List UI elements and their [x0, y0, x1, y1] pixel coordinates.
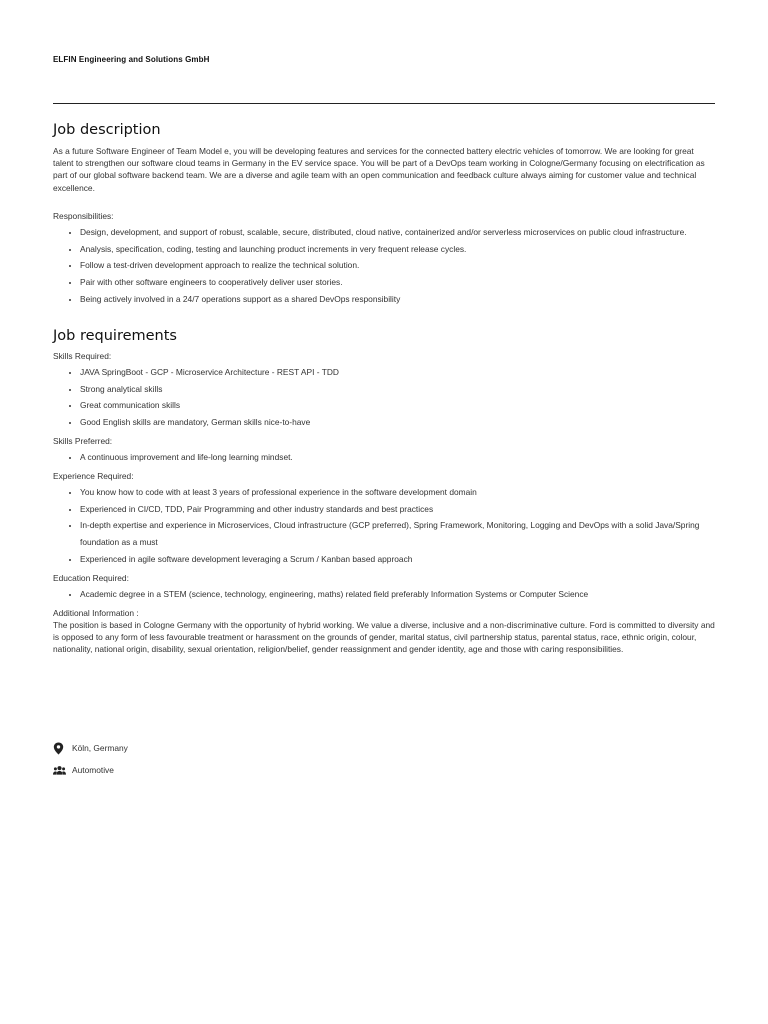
skills-preferred-label: Skills Preferred:	[53, 435, 113, 446]
list-item: • Design, development, and support of robust, scalable, secure, distributed, cloud native, containerized and/or serverless microservices on public cloud infrastructure.	[80, 224, 715, 241]
job-requirements-heading: Job requirements	[53, 327, 177, 344]
list-item: • Experienced in agile software development leveraging a Scrum / Kanban based approach	[80, 551, 715, 568]
responsibilities-list	[53, 224, 715, 308]
list-item: • JAVA SpringBoot - GCP - Microservice Architecture - REST API - TDD	[80, 364, 715, 381]
location-row	[53, 740, 128, 756]
list-item: • Pair with other software engineers to cooperatively deliver user stories.	[80, 274, 715, 291]
list-item: • A continuous improvement and life-long learning mindset.	[80, 449, 715, 466]
job-description-heading: Job description	[53, 122, 161, 138]
header-divider	[53, 103, 715, 104]
company-name: ELFIN Engineering and Solutions GmbH	[53, 55, 210, 64]
industry-row	[53, 762, 128, 778]
list-item: • Follow a test-driven development approach to realize the technical solution.	[80, 257, 715, 274]
people-group-icon	[53, 764, 66, 777]
list-item: • Strong analytical skills	[80, 381, 715, 398]
list-item: • You know how to code with at least 3 years of professional experience in the software development domain	[80, 484, 715, 501]
main-content	[53, 122, 715, 655]
education-required-label: Education Required:	[53, 572, 129, 583]
additional-info-label: Additional Information :	[53, 607, 139, 618]
education-required-list	[53, 586, 715, 603]
industry-text: Automotive	[72, 765, 114, 775]
list-item: • Experienced in CI/CD, TDD, Pair Programming and other industry standards and best practices	[80, 501, 715, 518]
experience-required-label: Experience Required:	[53, 470, 134, 481]
experience-required-list	[53, 484, 715, 568]
job-meta	[53, 740, 128, 784]
responsibilities-label: Responsibilities:	[53, 210, 114, 221]
list-item: • Good English skills are mandatory, German skills nice-to-have	[80, 414, 715, 431]
job-description-intro: As a future Software Engineer of Team Model e, you will be developing features and services for the connected battery electric vehicles of tomorrow. We are looking for great talent to strengthen our software cloud teams in Germany in the EV service space. You will be part of a DevOps team working in Cologne/Germany focusing on electrification as part of our global software backend team. We are a diverse and agile team with an open communication and feedback culture always aiming for customer value and technical excellence.	[53, 146, 705, 193]
list-item: • Being actively involved in a 24/7 operations support as a shared DevOps responsibility	[80, 291, 715, 308]
skills-required-list	[53, 364, 715, 431]
list-item: • Analysis, specification, coding, testing and launching product increments in very frequent release cycles.	[80, 241, 715, 258]
location-text: Köln, Germany	[72, 743, 128, 753]
list-item: • Great communication skills	[80, 397, 715, 414]
map-pin-icon	[53, 742, 66, 755]
list-item: • Academic degree in a STEM (science, technology, engineering, maths) related field preferably Information Systems or Computer Science	[80, 586, 715, 603]
list-item: • In-depth expertise and experience in Microservices, Cloud infrastructure (GCP preferred), Spring Framework, Monitoring, Logging and DevOps with a solid Java/Spring foundation as a must	[80, 517, 715, 551]
skills-preferred-list	[53, 449, 715, 466]
additional-info-text: The position is based in Cologne Germany with the opportunity of hybrid working. We value a diverse, inclusive and a non-discriminative culture. Ford is committed to diversity and is opposed to any form of less favourable treatment or harassment on the grounds of gender, marital status, civil partnership status, parental status, race, ethnic origin, colour, nationality, national origin, disability, sexual orientation, religion/belief, gender reassignment and gender identity, age and those with caring responsibilities.	[53, 619, 715, 654]
skills-required-label: Skills Required:	[53, 350, 112, 361]
